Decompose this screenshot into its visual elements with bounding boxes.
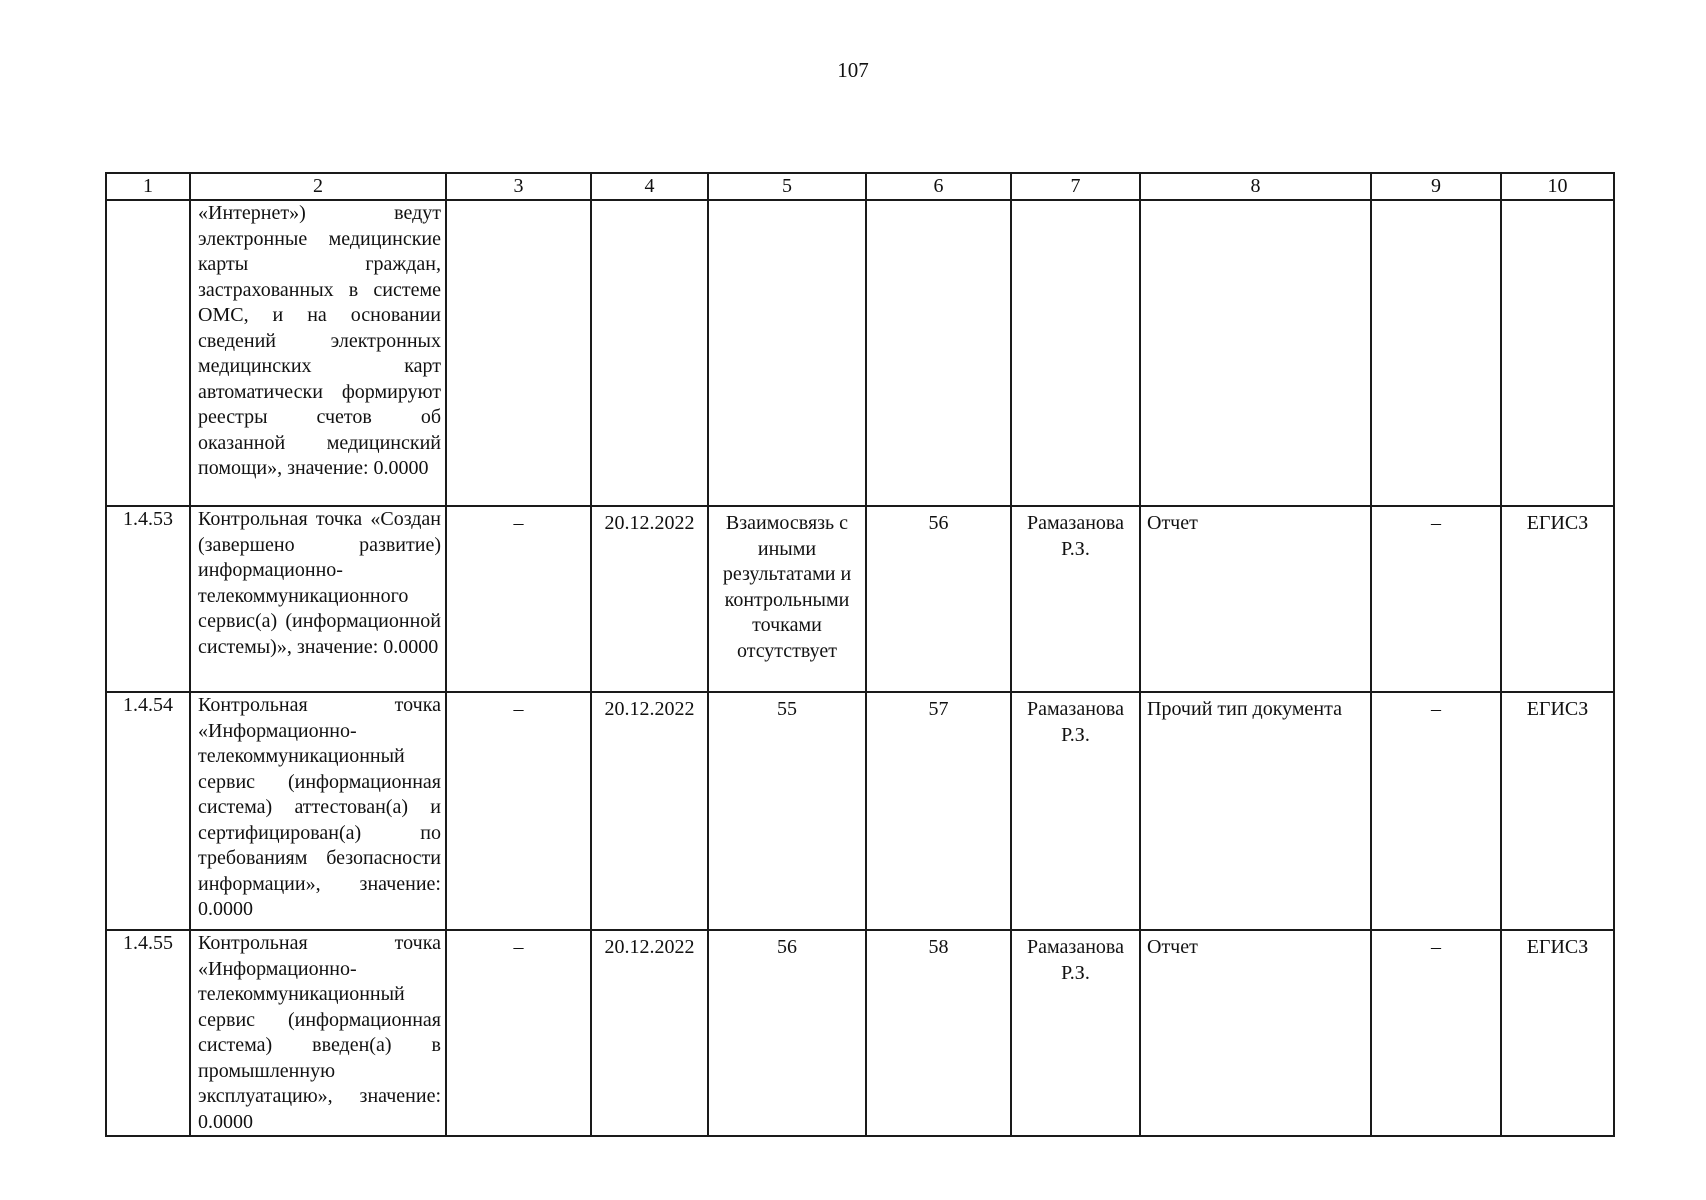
table-row: [106, 692, 1614, 930]
row-responsible: Рамазанова Р.З.: [1011, 930, 1140, 1136]
column-header: 10: [1501, 173, 1614, 200]
row-responsible: Рамазанова Р.З.: [1011, 506, 1140, 692]
row-doc-type: [1140, 200, 1371, 506]
row-date: 20.12.2022: [591, 930, 708, 1136]
table-header-row: [106, 173, 1614, 200]
row-col9: –: [1371, 506, 1501, 692]
row-doc-type: Отчет: [1140, 506, 1371, 692]
column-header: 1: [106, 173, 190, 200]
row-col5: Взаимосвязь с иными результатами и контрольными точками отсутствует: [708, 506, 866, 692]
row-responsible: Рамазанова Р.З.: [1011, 692, 1140, 930]
column-header: 9: [1371, 173, 1501, 200]
control-points-table: [105, 172, 1615, 1137]
row-date: [591, 200, 708, 506]
row-description: Контрольная точка «Создан (завершено развитие) информационно-телекоммуникационного сервис(а) (информационной системы)», значение: 0.0000: [190, 506, 446, 692]
column-header: 5: [708, 173, 866, 200]
row-doc-type: Отчет: [1140, 930, 1371, 1136]
table-row: [106, 506, 1614, 692]
column-header: 7: [1011, 173, 1140, 200]
row-col5: 56: [708, 930, 866, 1136]
row-col6: 58: [866, 930, 1011, 1136]
row-date: 20.12.2022: [591, 506, 708, 692]
column-header: 6: [866, 173, 1011, 200]
row-col9: –: [1371, 692, 1501, 930]
row-col5: 55: [708, 692, 866, 930]
row-system: ЕГИСЗ: [1501, 506, 1614, 692]
row-col3: [446, 200, 591, 506]
row-col5: [708, 200, 866, 506]
row-system: ЕГИСЗ: [1501, 692, 1614, 930]
table-row: [106, 200, 1614, 506]
column-header: 2: [190, 173, 446, 200]
row-col6: 57: [866, 692, 1011, 930]
row-date: 20.12.2022: [591, 692, 708, 930]
row-col3: –: [446, 692, 591, 930]
row-id: [106, 200, 190, 506]
page-number: 107: [837, 58, 869, 82]
column-header: 3: [446, 173, 591, 200]
row-col9: [1371, 200, 1501, 506]
row-system: [1501, 200, 1614, 506]
row-responsible: [1011, 200, 1140, 506]
row-col6: [866, 200, 1011, 506]
row-system: ЕГИСЗ: [1501, 930, 1614, 1136]
row-description: Контрольная точка «Информационно-телекоммуникационный сервис (информационная система) аттестован(а) и сертифицирован(а) по требованиям безопасности информации», значение: 0.0000: [190, 692, 446, 930]
row-id: 1.4.54: [106, 692, 190, 930]
table-row: [106, 930, 1614, 1136]
row-col9: –: [1371, 930, 1501, 1136]
column-header: 8: [1140, 173, 1371, 200]
row-col6: 56: [866, 506, 1011, 692]
column-header: 4: [591, 173, 708, 200]
row-col3: –: [446, 930, 591, 1136]
row-doc-type: Прочий тип документа: [1140, 692, 1371, 930]
row-col3: –: [446, 506, 591, 692]
row-description: Контрольная точка «Информационно-телекоммуникационный сервис (информационная система) введен(а) в промышленную эксплуатацию», значение: 0.0000: [190, 930, 446, 1136]
row-id: 1.4.53: [106, 506, 190, 692]
row-description: «Интернет») ведут электронные медицинские карты граждан, застрахованных в системе ОМС, и на основании сведений электронных медицинских карт автоматически формируют реестры счетов об оказанной медицинский помощи», значение: 0.0000: [190, 200, 446, 506]
row-id: 1.4.55: [106, 930, 190, 1136]
